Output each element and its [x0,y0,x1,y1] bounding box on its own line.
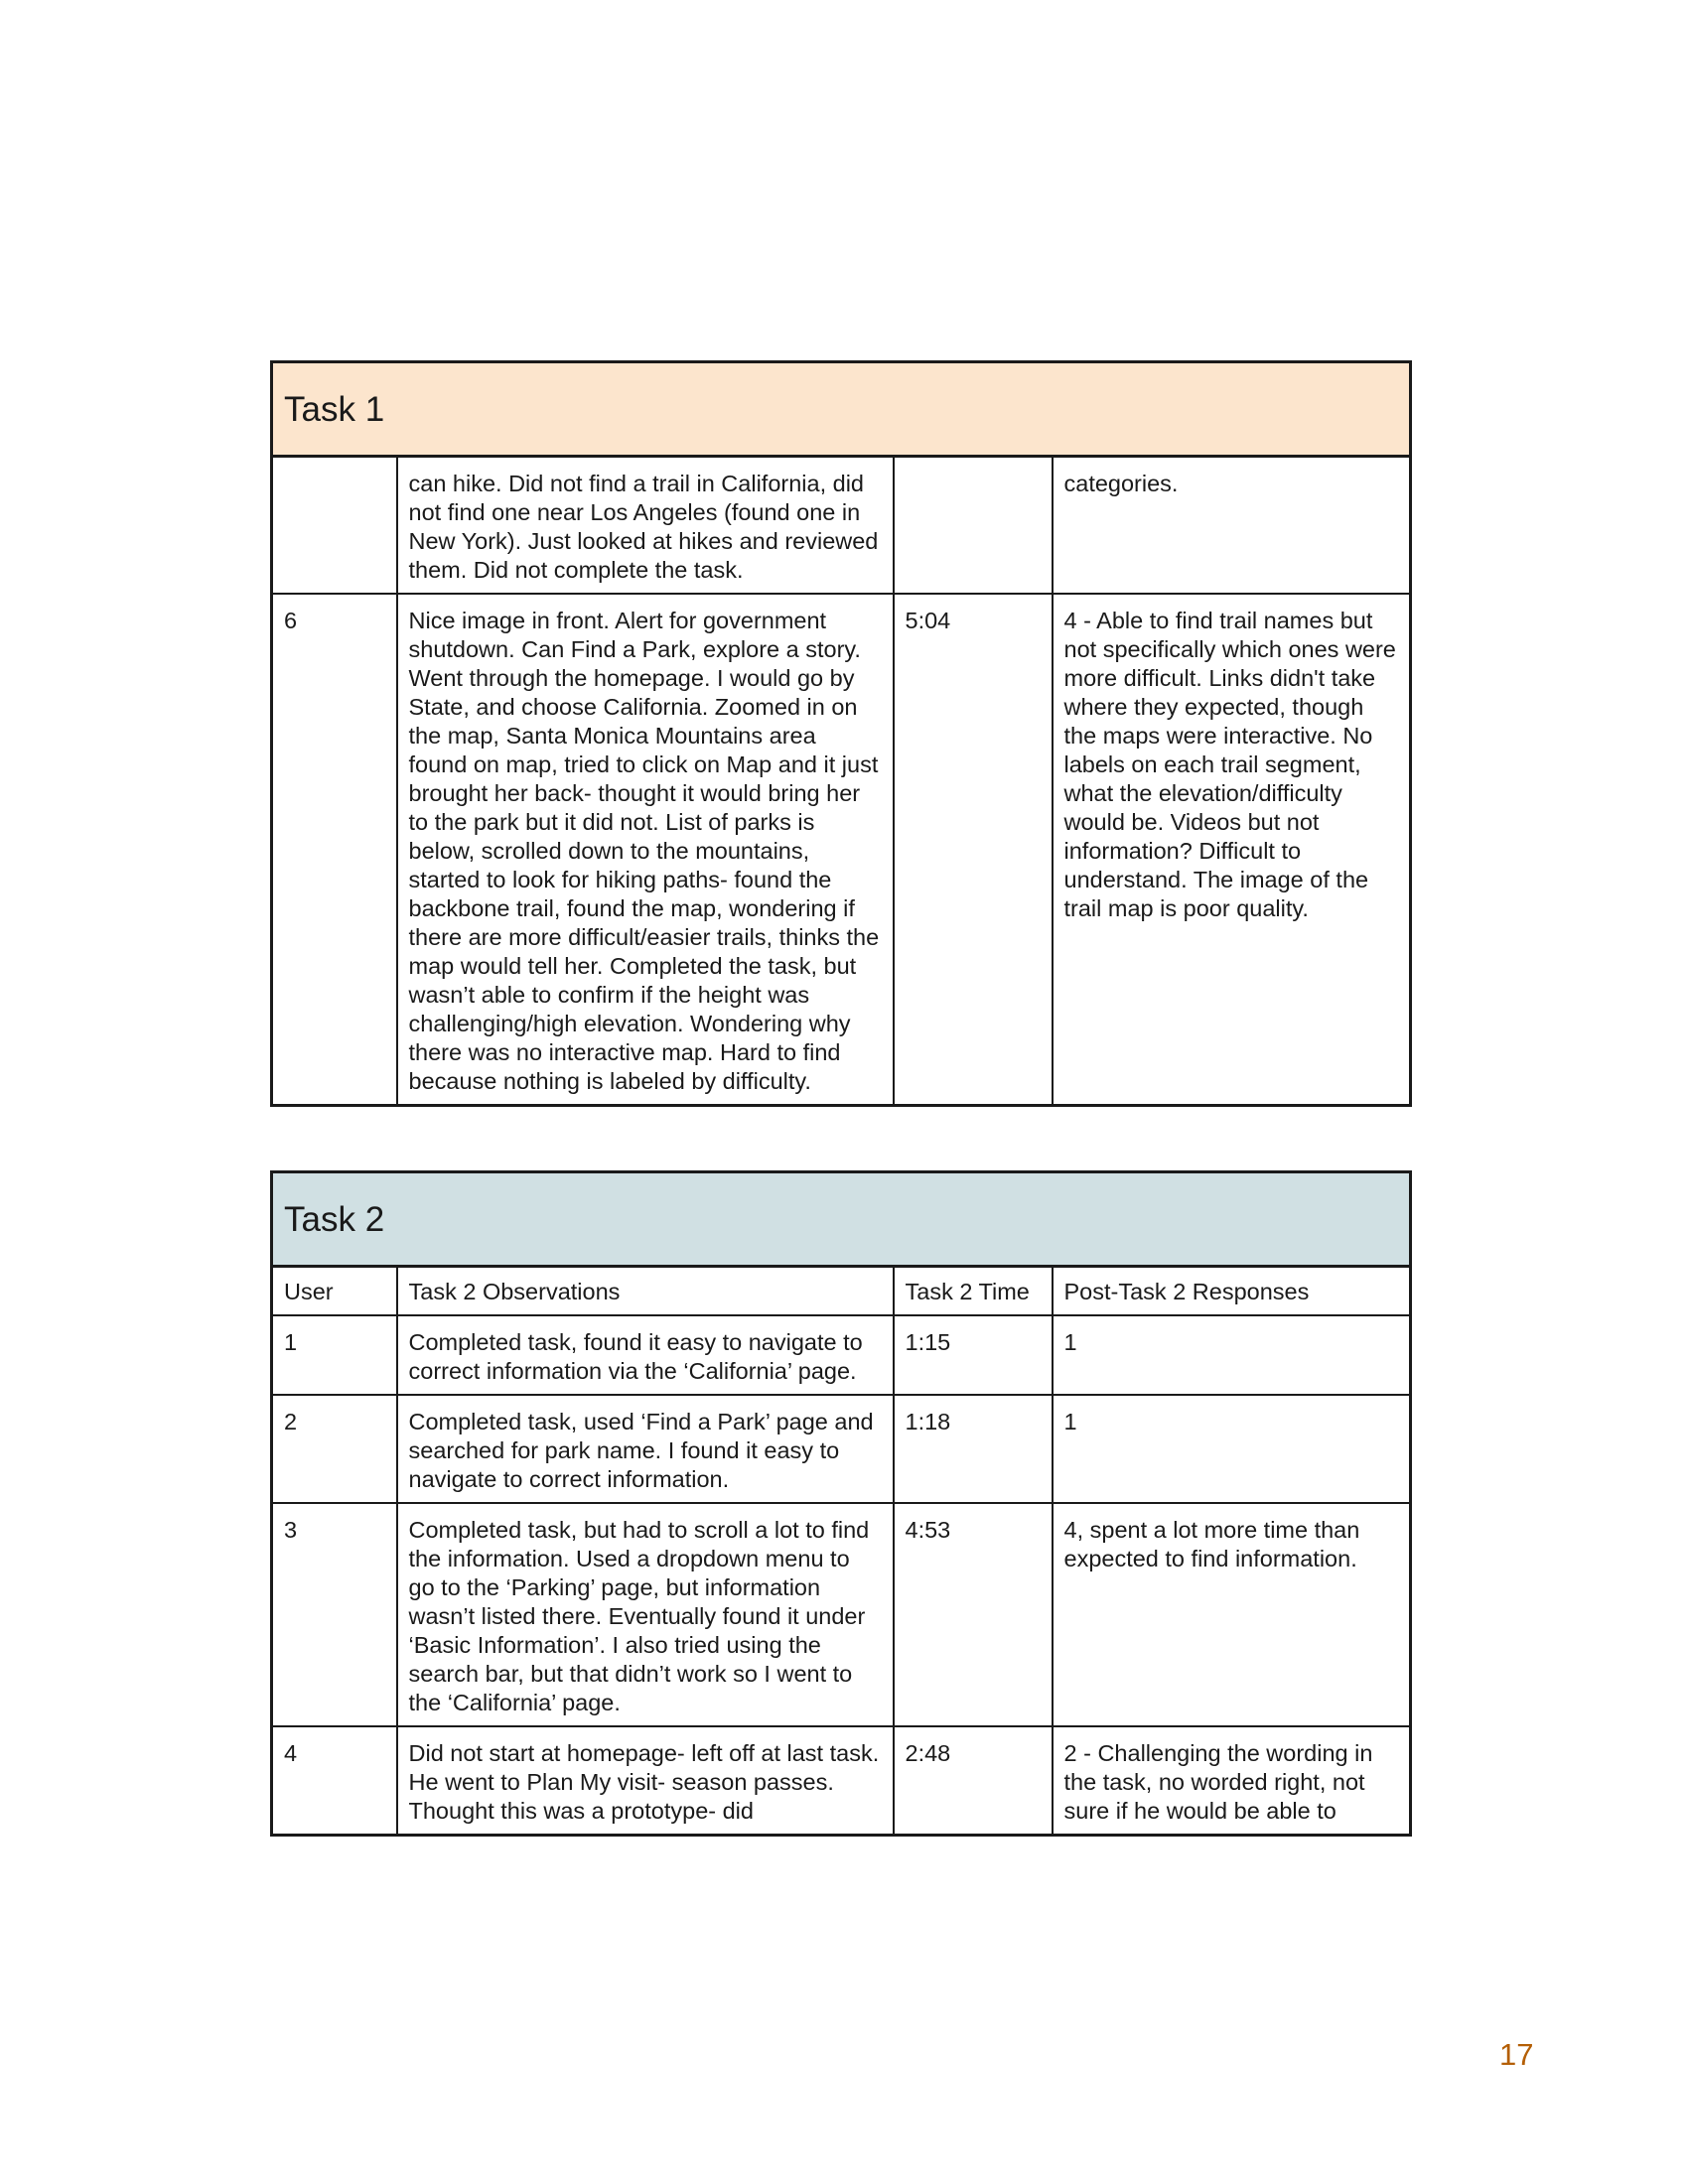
time-cell: 4:53 [894,1503,1053,1726]
user-cell [272,457,397,595]
table-row [272,1395,1411,1503]
time-cell: 1:15 [894,1315,1053,1395]
responses-cell: 4 - Able to find trail names but not specifically which ones were more difficult. Links didn't take where they expected, though the maps were interactive. No labels on each trail segment, what the elevation/difficulty would be. Videos but not information? Difficult to understand. The image of the trail map is poor quality. [1053,594,1411,1106]
responses-cell: categories. [1053,457,1411,595]
observations-cell: Nice image in front. Alert for government shutdown. Can Find a Park, explore a story. Went through the homepage. I would go by State, and choose California. Zoomed in on the map, Santa Monica Mountains area found on map, tried to click on Map and it just brought her back- thought it would bring her to the park but it did not. List of parks is below, scrolled down to the mountains, started to look for hiking paths- found the backbone trail, found the map, wondering if there are more difficult/easier trails, thinks the map would tell her. Completed the task, but wasn’t able to confirm if the height was challenging/high elevation. Wondering why there was no interactive map. Hard to find because nothing is labeled by difficulty. [397,594,894,1106]
table-row [272,1315,1411,1395]
column-header-observations: Task 2 Observations [397,1267,894,1316]
column-header-row [272,1267,1411,1316]
column-header-responses: Post-Task 2 Responses [1053,1267,1411,1316]
user-cell: 6 [272,594,397,1106]
observations-cell: Did not start at homepage- left off at last task. He went to Plan My visit- season passes. Thought this was a prototype- did [397,1726,894,1836]
table-row [272,594,1411,1106]
time-cell [894,457,1053,595]
user-cell: 2 [272,1395,397,1503]
page-number: 17 [1499,2037,1534,2072]
time-cell: 2:48 [894,1726,1053,1836]
table-row [272,1726,1411,1836]
table-row [272,1503,1411,1726]
observations-cell: Completed task, found it easy to navigate to correct information via the ‘California’ page. [397,1315,894,1395]
task2-title: Task 2 [272,1172,1411,1267]
observations-cell: Completed task, used ‘Find a Park’ page and searched for park name. I found it easy to navigate to correct information. [397,1395,894,1503]
responses-cell: 4, spent a lot more time than expected to find information. [1053,1503,1411,1726]
observations-cell: Completed task, but had to scroll a lot to find the information. Used a dropdown menu to go to the ‘Parking’ page, but information wasn’t listed there. Eventually found it under ‘Basic Information’. I also tried using the search bar, but that didn’t work so I went to the ‘California’ page. [397,1503,894,1726]
table-row [272,457,1411,595]
responses-cell: 1 [1053,1315,1411,1395]
responses-cell: 2 - Challenging the wording in the task, no worded right, not sure if he would be able to [1053,1726,1411,1836]
column-header-time: Task 2 Time [894,1267,1053,1316]
column-header-user: User [272,1267,397,1316]
user-cell: 3 [272,1503,397,1726]
user-cell: 1 [272,1315,397,1395]
user-cell: 4 [272,1726,397,1836]
responses-cell: 1 [1053,1395,1411,1503]
task1-title: Task 1 [272,362,1411,457]
observations-cell: can hike. Did not find a trail in California, did not find one near Los Angeles (found one in New York). Just looked at hikes and reviewed them. Did not complete the task. [397,457,894,595]
time-cell: 1:18 [894,1395,1053,1503]
task2-header-row [272,1172,1411,1267]
task1-header-row [272,362,1411,457]
time-cell: 5:04 [894,594,1053,1106]
task1-table [270,360,1412,1107]
task2-table [270,1170,1412,1837]
